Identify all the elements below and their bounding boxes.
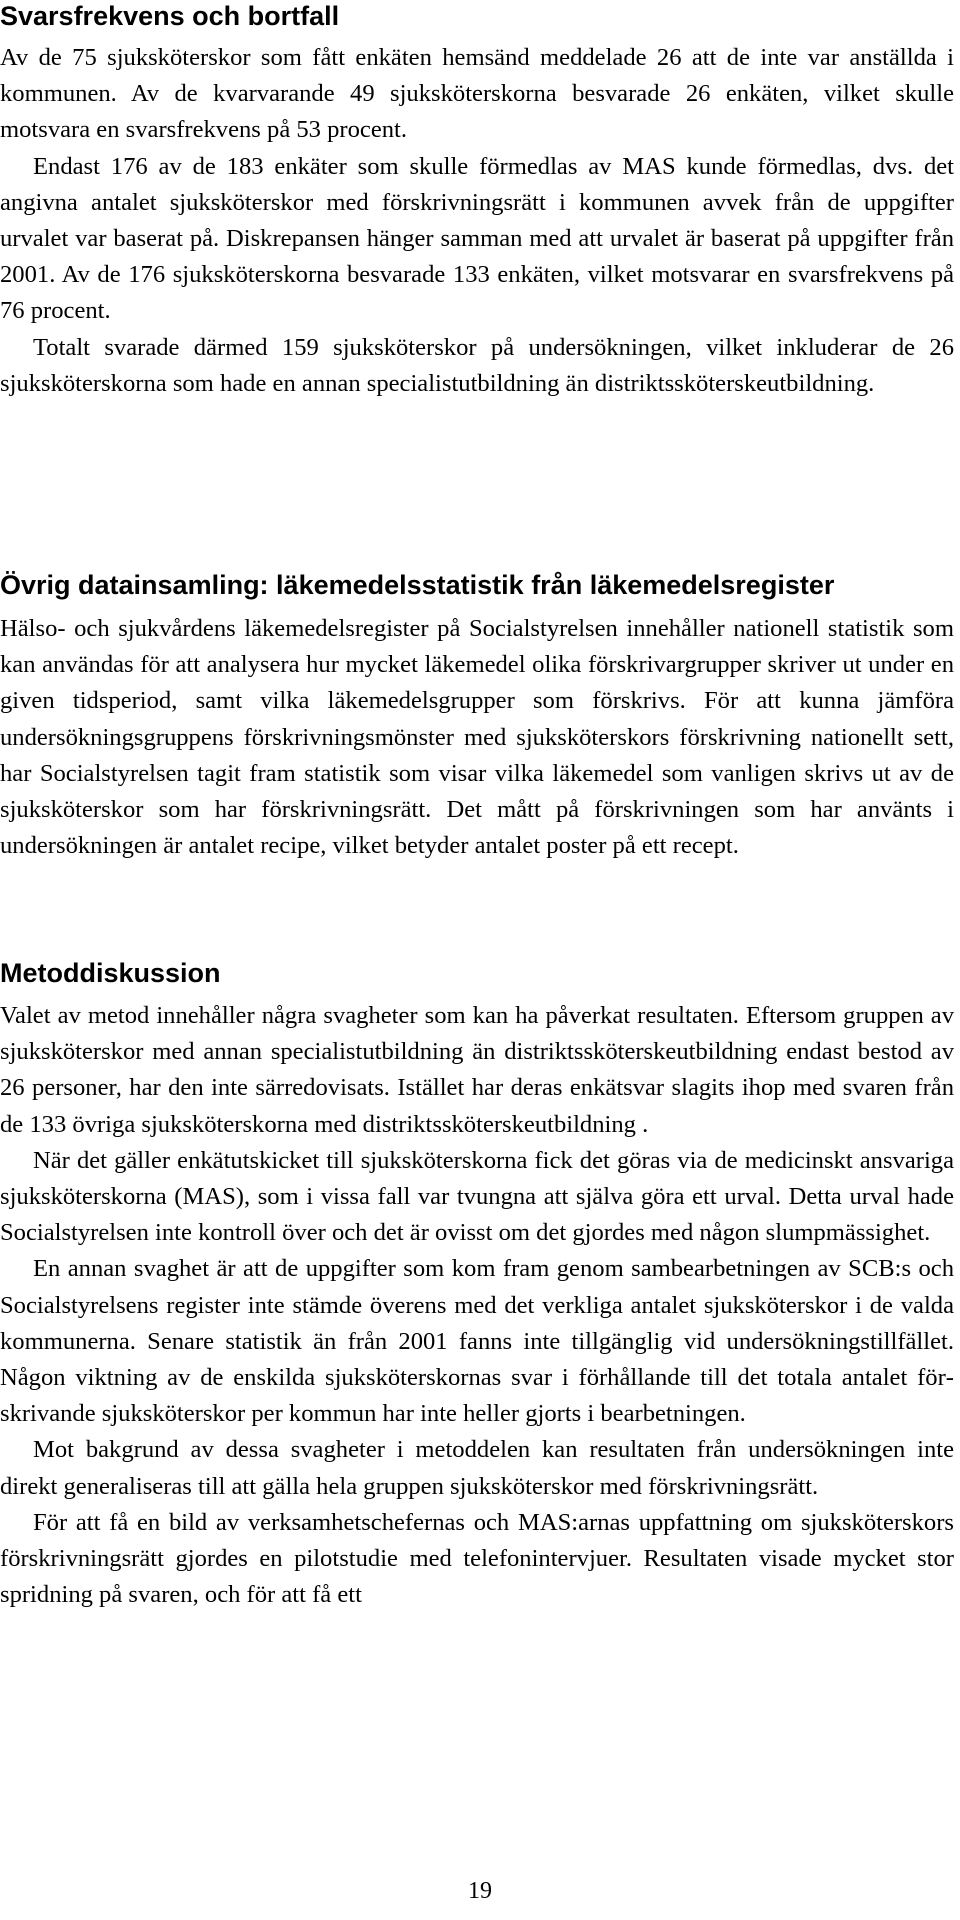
paragraph: Valet av metod innehåller några svagheter som kan ha påverkat resultaten. Eftersom gruppen av sjuksköterskor med annan specialistutbildning än distriktssköterskeutbildning endast bestod av 26 personer, har den inte särredovisats. Istället har deras enkätsvar slagits ihop med svaren från de 133 övriga sjuksköterskorna med distriktssköterskeutbildning .: [0, 1002, 954, 1138]
paragraph: En annan svaghet är att de uppgifter som kom fram genom sambearbetningen av SCB:s och Socialstyrelsens register inte stämde överens med det verkliga antalet sjuksköterskor i de valda kommunerna. Senare statistik än från 2001 fanns inte tillgänglig vid undersökningstillfället. Någon viktning av de enskilda sjuksköterskornas svar i förhållande till det totala antalet förskrivande sjuksköterskor per kommun har inte heller gjorts i bearbetningen.: [0, 1255, 954, 1428]
section-body-ovrig-datainsamling: [0, 611, 954, 864]
page-number: 19: [468, 1878, 492, 1904]
section-body-svarsfrekvens: [0, 40, 954, 402]
paragraph: När det gäller enkätutskicket till sjuksköterskorna fick det göras via de medicinskt ansvariga sjuksköterskorna (MAS), som i vissa fall var tvungna att själva göra ett urval. Detta urval hade Socialstyrelsen inte kontroll över och det är ovisst om det gjordes med någon slumpmässighet.: [0, 1146, 954, 1247]
paragraph: Hälso- och sjukvårdens läkemedelsregister på Socialstyrelsen innehåller nationell statistik som kan användas för att analysera hur mycket läkemedel olika förskrivargrupper skriver ut under en given tidsperiod, samt vilka läkemedelsgrupper som förskrivs. För att kunna jämföra undersökningsgruppens förskrivningsmönster med sjuksköterskors förskrivning nationellt sett, har Socialstyrelsen tagit fram statistik som visar vilka läkemedel som vanligen skrivs ut av de sjuksköterskor som har förskrivningsrätt. Det mått på förskrivningen som har använts i undersökningen är antalet recipe, vilket betyder antalet poster på ett recept.: [0, 615, 954, 860]
paragraph: Av de 75 sjuksköterskor som fått enkäten hemsänd meddelade 26 att de inte var anställda i kommunen. Av de kvarvarande 49 sjuksköterskorna besvarade 26 enkäten, vilket skulle motsvara en svarsfrekvens på 53 procent.: [0, 44, 954, 144]
paragraph: Totalt svarade därmed 159 sjuksköterskor på undersökningen, vilket inkluderar de 26 sjuksköterskorna som hade en annan specialistutbildning än distriktssköterskeutbildning.: [0, 333, 954, 397]
section-body-metoddiskussion: [0, 998, 954, 1613]
paragraph: För att få en bild av verksamhetschefernas och MAS:arnas uppfattning om sjuksköterskors förskrivningsrätt gjordes en pilotstudie med telefonintervjuer. Resultaten visade mycket stor spridning på svaren, och för att få ett: [0, 1508, 954, 1609]
section-heading-svarsfrekvens: Svarsfrekvens och bortfall: [0, 1, 340, 31]
section-heading-ovrig-datainsamling: Övrig datainsamling: läkemedelsstatistik från läkemedelsregister: [0, 570, 835, 600]
section-heading-metoddiskussion: Metoddiskussion: [0, 958, 221, 988]
paragraph: Mot bakgrund av dessa svagheter i metoddelen kan resultaten från undersökningen inte direkt generaliseras till att gälla hela gruppen sjuksköterskor med förskrivningsrätt.: [0, 1436, 954, 1500]
paragraph: Endast 176 av de 183 enkäter som skulle förmedlas av MAS kunde förmedlas, dvs. det angivna antalet sjuksköterskor med förskrivningsrätt i kommunen avvek från de uppgifter urvalet var baserat på. Diskrepansen hänger samman med att urvalet är baserat på uppgifter från 2001. Av de 176 sjuksköterskorna besvarade 133 enkäten, vilket motsvarar en svarsfrekvens på 76 procent.: [0, 152, 954, 325]
